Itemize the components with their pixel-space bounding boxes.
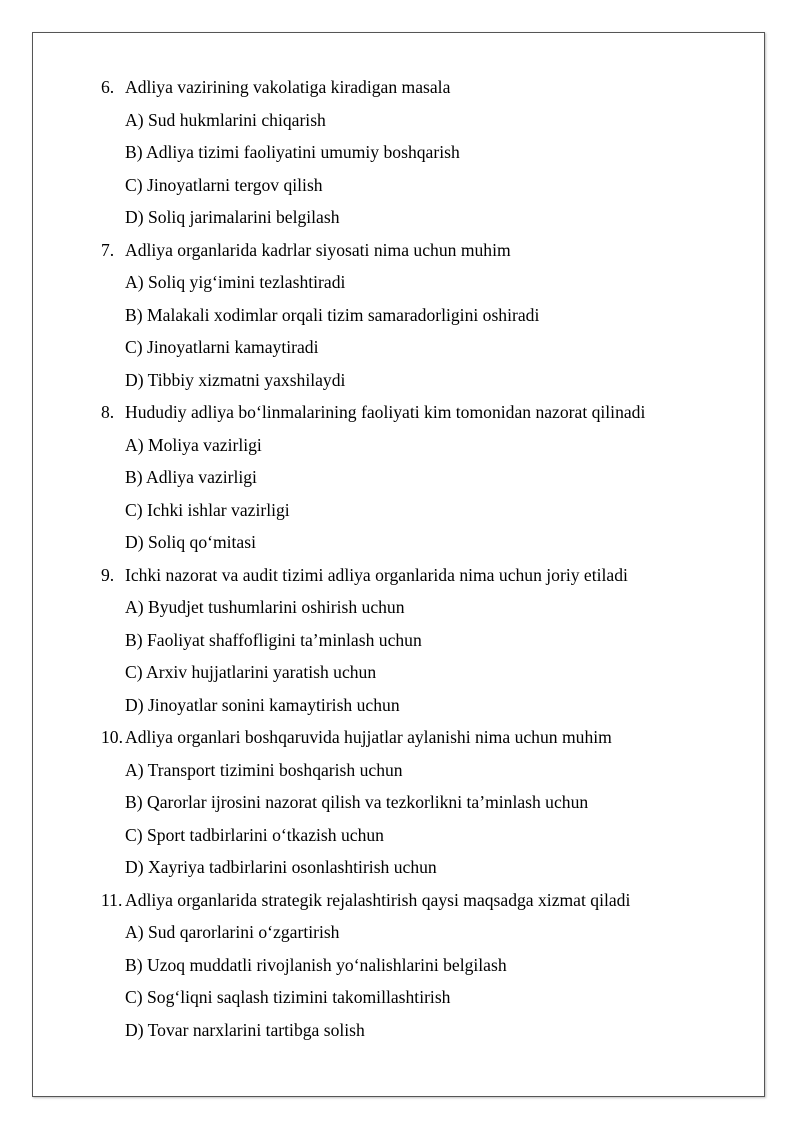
- option-text: A) Transport tizimini boshqarish uchun: [125, 759, 403, 780]
- question-6: [0, 71, 800, 234]
- question-number: 11.: [101, 889, 123, 910]
- option-d: [0, 201, 800, 234]
- option-text: C) Ichki ishlar vazirligi: [125, 499, 290, 520]
- option-a: [0, 591, 800, 624]
- option-text: B) Faoliyat shaffofligini ta’minlash uchun: [125, 629, 422, 650]
- option-text: C) Arxiv hujjatlarini yaratish uchun: [125, 662, 377, 682]
- option-c: [0, 494, 800, 527]
- option-text: A) Sud qarorlarini o‘zgartirish: [125, 922, 340, 942]
- option-text: C) Jinoyatlarni kamaytiradi: [125, 337, 319, 357]
- question-9: [0, 559, 800, 722]
- option-b: [0, 299, 800, 332]
- question-7: [0, 234, 800, 397]
- option-text: A) Moliya vazirligi: [125, 434, 262, 455]
- question-10: [0, 721, 800, 884]
- option-b: [0, 949, 800, 982]
- option-text: C) Jinoyatlarni tergov qilish: [125, 174, 323, 195]
- option-text: A) Byudjet tushumlarini oshirish uchun: [125, 597, 405, 617]
- option-c: [0, 169, 800, 202]
- option-c: [0, 331, 800, 364]
- question-text: Hududiy adliya bo‘linmalarining faoliyati kim tomonidan nazorat qilinadi: [125, 402, 646, 422]
- option-b: [0, 461, 800, 494]
- option-text: D) Soliq jarimalarini belgilash: [125, 207, 340, 227]
- question-line: [0, 884, 800, 917]
- option-text: B) Adliya tizimi faoliyatini umumiy boshqarish: [125, 142, 460, 162]
- option-text: D) Xayriya tadbirlarini osonlashtirish uchun: [125, 857, 437, 877]
- option-text: A) Soliq yig‘imini tezlashtiradi: [125, 272, 346, 292]
- option-c: [0, 819, 800, 852]
- question-line: [0, 71, 800, 104]
- question-number: 9.: [101, 564, 115, 585]
- option-text: D) Soliq qo‘mitasi: [125, 532, 256, 552]
- question-line: [0, 721, 800, 754]
- question-list: [0, 71, 800, 1046]
- question-text: Adliya organlarida kadrlar siyosati nima uchun muhim: [125, 239, 511, 260]
- question-line: [0, 234, 800, 267]
- option-a: [0, 429, 800, 462]
- question-line: [0, 396, 800, 429]
- option-c: [0, 981, 800, 1014]
- option-d: [0, 364, 800, 397]
- option-text: B) Adliya vazirligi: [125, 467, 257, 487]
- question-text: Adliya vazirining vakolatiga kiradigan masala: [125, 77, 451, 97]
- question-number: 8.: [101, 402, 115, 422]
- question-8: [0, 396, 800, 559]
- option-text: B) Uzoq muddatli rivojlanish yo‘nalishlarini belgilash: [125, 954, 507, 975]
- question-text: Adliya organlari boshqaruvida hujjatlar aylanishi nima uchun muhim: [125, 727, 612, 747]
- question-text: Ichki nazorat va audit tizimi adliya organlarida nima uchun joriy etiladi: [125, 564, 628, 585]
- option-text: C) Sport tadbirlarini o‘tkazish uchun: [125, 824, 384, 845]
- option-b: [0, 136, 800, 169]
- option-text: D) Tovar narxlarini tartibga solish: [125, 1019, 365, 1040]
- option-a: [0, 266, 800, 299]
- question-11: [0, 884, 800, 1047]
- option-d: [0, 689, 800, 722]
- question-text: Adliya organlarida strategik rejalashtirish qaysi maqsadga xizmat qiladi: [125, 889, 631, 910]
- option-a: [0, 916, 800, 949]
- option-text: B) Qarorlar ijrosini nazorat qilish va tezkorlikni ta’minlash uchun: [125, 792, 589, 812]
- option-d: [0, 851, 800, 884]
- option-text: D) Tibbiy xizmatni yaxshilaydi: [125, 369, 346, 390]
- option-a: [0, 104, 800, 137]
- option-d: [0, 1014, 800, 1047]
- question-line: [0, 559, 800, 592]
- option-d: [0, 526, 800, 559]
- option-text: D) Jinoyatlar sonini kamaytirish uchun: [125, 694, 400, 715]
- question-number: 7.: [101, 239, 115, 260]
- question-number: 6.: [101, 77, 115, 97]
- option-c: [0, 656, 800, 689]
- option-text: A) Sud hukmlarini chiqarish: [125, 109, 326, 130]
- option-b: [0, 786, 800, 819]
- option-text: C) Sog‘liqni saqlash tizimini takomillashtirish: [125, 987, 451, 1007]
- question-number: 10.: [101, 727, 123, 747]
- option-a: [0, 754, 800, 787]
- option-text: B) Malakali xodimlar orqali tizim samaradorligini oshiradi: [125, 304, 540, 325]
- option-b: [0, 624, 800, 657]
